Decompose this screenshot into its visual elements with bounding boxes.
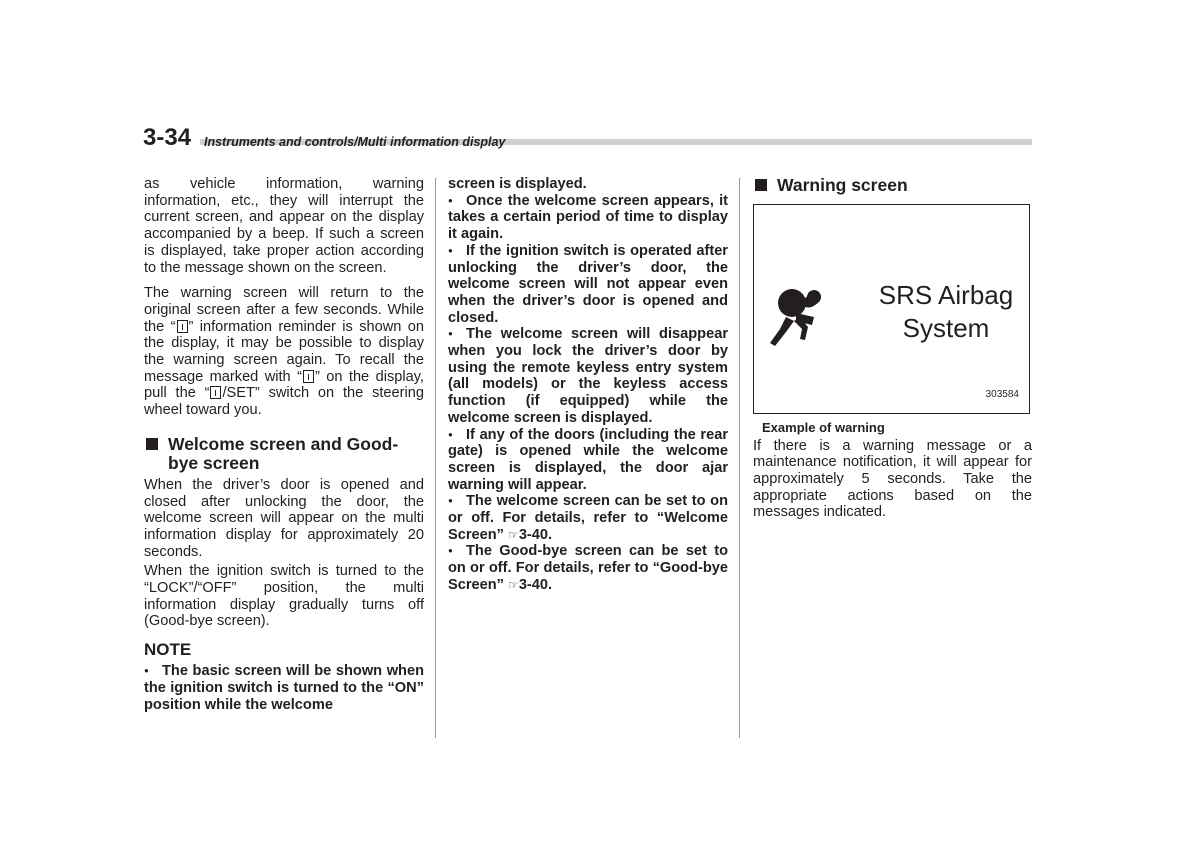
airbag-warning-icon (766, 283, 828, 347)
bullet-icon: ● (448, 195, 453, 205)
paragraph: When the ignition switch is turned to the “LOCK”/“OFF” position, the multi information display gradually turns off (Good-bye screen). (144, 563, 424, 630)
info-icon (303, 370, 314, 383)
note-item: ● If the ignition switch is operated after unlocking the driver’s door, the welcome screen will not appear even when the driver’s door is opened and closed. (448, 242, 728, 326)
note-item: ● The Good-bye screen can be set to on or off. For details, refer to “Good-bye Screen” ☞3-40. (448, 543, 728, 593)
heading-warning-screen: Warning screen (753, 176, 1032, 196)
note-item: ● The welcome screen can be set to on or off. For details, refer to “Welcome Screen” ☞3-40. (448, 493, 728, 543)
column-3 (753, 176, 1032, 521)
column-2 (448, 176, 728, 594)
page-number: 3-34 (143, 124, 192, 151)
bullet-icon: ● (448, 496, 453, 506)
column-1 (144, 176, 424, 713)
paragraph: If there is a warning message or a maintenance notification, it will appear for approximately 5 seconds. Take the appropriate actions based on the messages indicated. (753, 437, 1032, 521)
note-item: ● If any of the doors (including the rear gate) is opened while the welcome screen is displayed, the door ajar warning will appear. (448, 426, 728, 493)
note-item: ● The basic screen will be shown when the ignition switch is turned to the “ON” position while the welcome (144, 663, 424, 713)
paragraph: The warning screen will return to the original screen after a few seconds. While the “ ” information reminder is shown on the display, it may be possible to display the warning screen again. To recall the message marked with “ ” on the display, pull the “ /SET” switch on the steering wheel toward you. (144, 285, 424, 419)
heading-welcome-screen: Welcome screen and Good-bye screen (144, 435, 424, 474)
bullet-icon: ● (448, 329, 453, 339)
note-title: NOTE (144, 640, 192, 660)
note-item: ● Once the welcome screen appears, it takes a certain period of time to display it again. (448, 192, 728, 243)
bullet-icon: ● (448, 245, 453, 255)
warning-figure (753, 204, 1030, 414)
warning-message: SRS Airbag System (878, 279, 1014, 343)
square-bullet-icon (146, 438, 158, 450)
bullet-icon: ● (448, 546, 453, 556)
info-icon (210, 386, 221, 399)
figure-caption: Example of warning (762, 419, 885, 435)
reference-arrow-icon: ☞ (508, 577, 519, 592)
bullet-icon: ● (144, 666, 149, 676)
bullet-icon: ● (448, 429, 453, 439)
info-icon (177, 320, 188, 333)
note-item: screen is displayed. (448, 176, 587, 192)
column-divider (739, 178, 740, 738)
reference-arrow-icon: ☞ (508, 527, 519, 542)
note-item: ● The welcome screen will disappear when you lock the driver’s door by using the remote keyless entry system (all models) or the keyless access function (if equipped) while the welcome screen is displayed. (448, 326, 728, 426)
paragraph: as vehicle information, warning information, etc., they will interrupt the current screen, and appear on the display accompanied by a beep. If such a screen is displayed, take proper action according to the message shown on the screen. (144, 176, 424, 276)
paragraph: When the driver’s door is opened and closed after unlocking the door, the welcome screen will appear on the multi information display for approximately 20 seconds. (144, 476, 424, 560)
section-title: Instruments and controls/Multi information display (204, 135, 506, 149)
figure-code: 303584 (985, 388, 1019, 400)
column-divider (435, 178, 436, 738)
square-bullet-icon (755, 179, 767, 191)
